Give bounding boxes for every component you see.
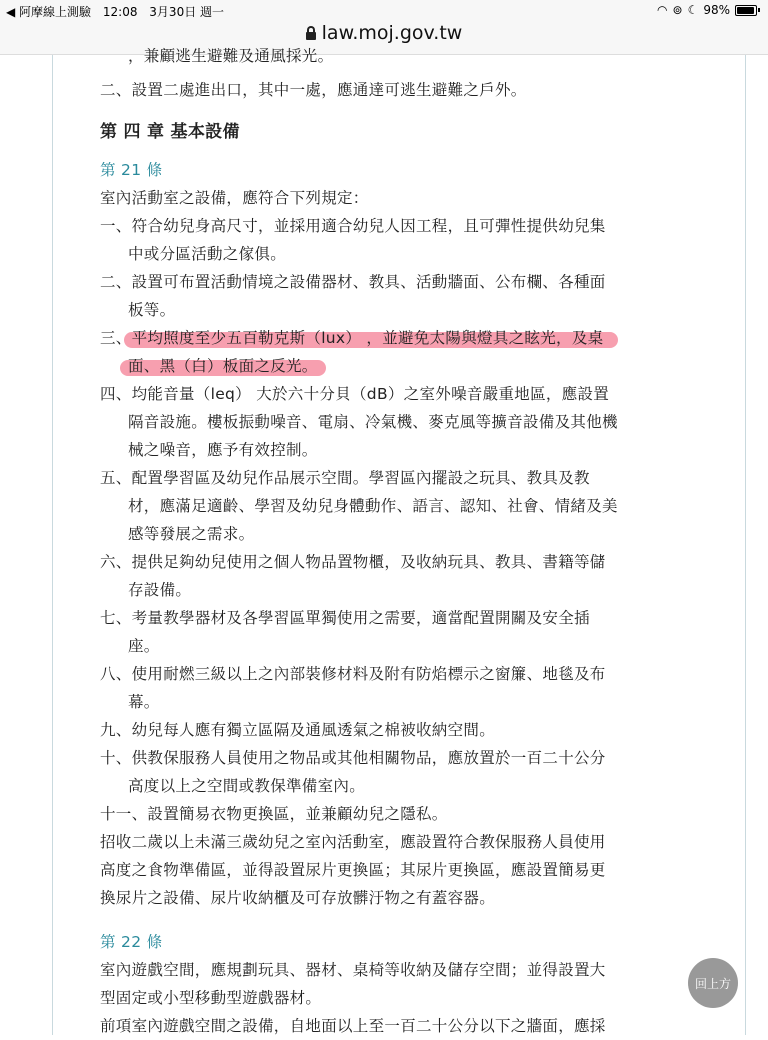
article-paragraph: 招收二歲以上未滿三歲幼兒之室內活動室，應設置符合教保服務人員使用高度之食物準備區，並得設置尿片更換區；其尿片更換區，應設置簡易更換尿片之設備、尿片收納櫃及可存放髒汙物之有蓋容器。 bbox=[100, 833, 606, 907]
status-bar bbox=[0, 0, 768, 20]
moon-icon: ☾ bbox=[687, 3, 699, 17]
list-item: 十、供教保服務人員使用之物品或其他相關物品，應放置於一百二十公分高度以上之空間或教保準備室內。 bbox=[100, 749, 606, 795]
list-item: 九、幼兒每人應有獨立區隔及通風透氣之棉被收納空間。 bbox=[100, 721, 496, 739]
list-item: 十一、設置簡易衣物更換區，並兼顧幼兒之隱私。 bbox=[100, 805, 448, 823]
chapter-title: 第 四 章 基本設備 bbox=[100, 122, 240, 142]
list-item: 三、平均照度至少五百勒克斯（lux） ，並避免太陽與燈具之眩光，及桌面、黑（白）板面之反光。 bbox=[100, 329, 604, 375]
partial-item-text: ，兼顧逃生避難及通風採光。 bbox=[128, 47, 334, 65]
status-time: 12:08 bbox=[102, 5, 138, 19]
list-item: 二、設置可布置活動情境之設備器材、教具、活動牆面、公布欄、各種面板等。 bbox=[100, 273, 606, 319]
battery-icon bbox=[735, 5, 757, 16]
list-item: 四、均能音量（leq） 大於六十分貝（dB）之室外噪音嚴重地區，應設置隔音設施。樓板振動噪音、電扇、冷氣機、麥克風等擴音設備及其他機械之噪音，應予有效控制。 bbox=[100, 385, 618, 459]
list-item: 七、考量教學器材及各學習區單獨使用之需要，適當配置開關及安全插座。 bbox=[100, 609, 590, 655]
list-item: 二、設置二處進出口，其中一處，應通達可逃生避難之戶外。 bbox=[100, 81, 527, 99]
article-paragraph: 前項室內遊戲空間之設備，自地面以上至一百二十公分以下之牆面，應採 bbox=[100, 1017, 606, 1035]
lock-icon bbox=[306, 32, 316, 40]
article-21-link[interactable]: 第 21 條 bbox=[100, 161, 163, 179]
carrier-back-link[interactable]: ◀ 阿摩線上測驗 bbox=[6, 5, 92, 19]
article-paragraph: 室內遊戲空間，應規劃玩具、器材、桌椅等收納及儲存空間；並得設置大型固定或小型移動型遊戲器材。 bbox=[100, 961, 606, 1007]
list-item: 五、配置學習區及幼兒作品展示空間。學習區內擺設之玩具、教具及教材，應滿足適齡、學習及幼兒身體動作、語言、認知、社會、情緒及美感等發展之需求。 bbox=[100, 469, 618, 543]
list-item: 六、提供足夠幼兒使用之個人物品置物櫃，及收納玩具、教具、書籍等儲存設備。 bbox=[100, 553, 606, 599]
status-date: 3月30日 週一 bbox=[149, 5, 225, 19]
wifi-icon: ◠ bbox=[657, 3, 668, 17]
back-to-top-button[interactable]: 回上方 bbox=[688, 958, 738, 1008]
list-item: 一、符合幼兒身高尺寸，並採用適合幼兒人因工程，且可彈性提供幼兒集中或分區活動之傢俱。 bbox=[100, 217, 606, 263]
article-22-link[interactable]: 第 22 條 bbox=[100, 933, 163, 951]
highlighted-item bbox=[100, 324, 620, 380]
orientation-lock-icon: ⊚ bbox=[672, 3, 683, 17]
list-item: 八、使用耐燃三級以上之內部裝修材料及附有防焰標示之窗簾、地毯及布幕。 bbox=[100, 665, 606, 711]
article-intro: 室內活動室之設備，應符合下列規定： bbox=[100, 189, 369, 207]
battery-percent: 98% bbox=[703, 3, 730, 17]
law-content bbox=[100, 47, 620, 1040]
url-text[interactable]: law.moj.gov.tw bbox=[321, 22, 463, 44]
